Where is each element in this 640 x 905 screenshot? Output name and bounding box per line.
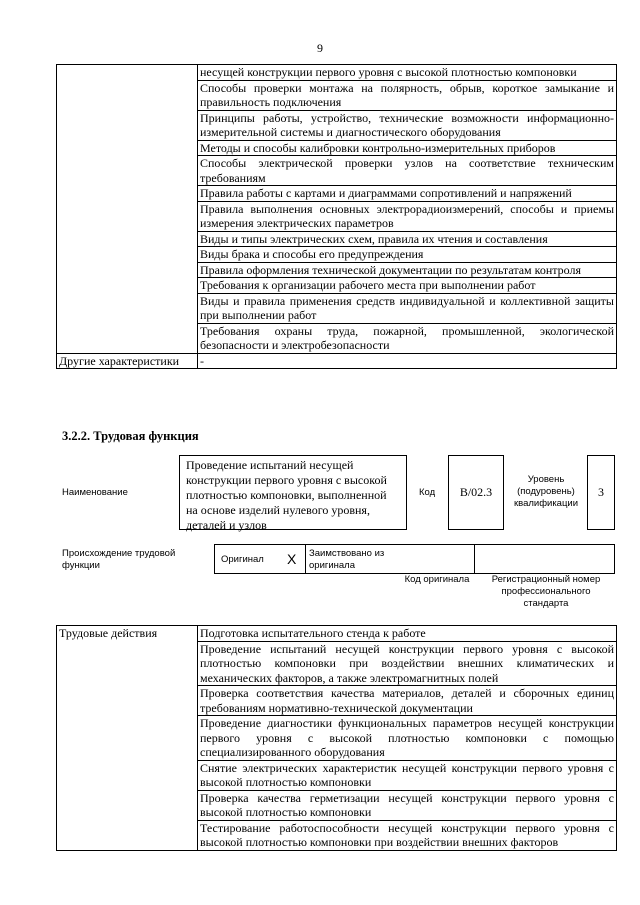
labor-actions-label: Трудовые действия	[57, 626, 198, 851]
table-cell: Способы проверки монтажа на полярность, обрыв, короткое замыкание и правильность подключения	[198, 80, 617, 110]
table-cell: Правила работы с картами и диаграммами сопротивлений и напряжений	[198, 186, 617, 202]
table-cell: Требования охраны труда, пожарной, промышленной, экологической безопасности и электробезопасности	[198, 323, 617, 353]
page-number: 9	[317, 41, 323, 55]
table-cell: Принципы работы, устройство, технические возможности информационно-измерительной системы и диагностического оборудования	[198, 110, 617, 140]
name-label: Наименование	[62, 487, 128, 498]
table-cell: Тестирование работоспособности несущей конструкции первого уровня с высокой плотностью компоновки при воздействии внешних факторов	[198, 820, 617, 850]
code-label: Код	[419, 487, 436, 498]
table-cell: Правила оформления технической документации по результатам контроля	[198, 262, 617, 278]
origin-divider	[305, 544, 306, 574]
knowledge-table	[56, 64, 617, 369]
table-row	[57, 353, 617, 369]
table-cell: Проверка соответствия качества материалов, деталей и сборочных единиц требованиям нормативно-технической документации	[198, 686, 617, 716]
table-cell: несущей конструкции первого уровня с высокой плотностью компоновки	[198, 65, 617, 81]
borrowed-label: Заимствовано из оригинала	[309, 548, 385, 571]
origin-label: Происхождение трудовой функции	[62, 548, 176, 571]
origin-box	[214, 544, 615, 574]
table-cell: Проведение испытаний несущей конструкции первого уровня с высокой плотностью компоновки при воздействии внешних климатических и механических факторов, а также электромагнитных полей	[198, 641, 617, 686]
qualification-level-label: Уровень (подуровень) квалификации	[513, 474, 579, 509]
labor-actions-table	[56, 625, 617, 851]
table-cell: Виды и типы электрических схем, правила их чтения и составления	[198, 231, 617, 247]
table-cell: Снятие электрических характеристик несущей конструкции первого уровня с высокой плотностью компоновки	[198, 760, 617, 790]
table-row	[57, 65, 617, 81]
knowledge-label-cell	[57, 65, 198, 354]
original-label: Оригинал	[221, 554, 264, 565]
table-row	[57, 626, 617, 642]
origin-divider	[474, 544, 475, 574]
table-cell: Методы и способы калибровки контрольно-измерительных приборов	[198, 140, 617, 156]
table-cell: Подготовка испытательного стенда к работе	[198, 626, 617, 642]
qualification-level-box: 3	[587, 455, 615, 530]
code-value-box: B/02.3	[448, 455, 504, 530]
table-cell: Проведение диагностики функциональных параметров несущей конструкции первого уровня с высокой плотностью компоновки с помощью специализированного оборудования	[198, 716, 617, 761]
table-cell: Виды брака и способы его предупреждения	[198, 247, 617, 263]
function-name-box: Проведение испытаний несущей конструкции первого уровня с высокой плотностью компоновки, выполненной на основе изделий нулевого уровня, деталей и узлов	[179, 455, 407, 530]
original-code-caption: Код оригинала	[404, 574, 470, 585]
registration-number-caption: Регистрационный номер профессионального стандарта	[491, 574, 601, 609]
other-characteristics-value: -	[198, 353, 617, 369]
table-cell: Способы электрической проверки узлов на соответствие техническим требованиям	[198, 156, 617, 186]
table-cell: Виды и правила применения средств индивидуальной и коллективной защиты при выполнении работ	[198, 293, 617, 323]
other-characteristics-label: Другие характеристики	[57, 353, 198, 369]
table-cell: Проверка качества герметизации несущей конструкции первого уровня с высокой плотностью компоновки	[198, 790, 617, 820]
table-cell: Требования к организации рабочего места при выполнении работ	[198, 278, 617, 294]
labor-function-heading: 3.2.2. Трудовая функция	[62, 429, 199, 443]
table-cell: Правила выполнения основных электрорадиоизмерений, способы и приемы измерения электрических параметров	[198, 201, 617, 231]
original-mark: X	[287, 551, 297, 567]
